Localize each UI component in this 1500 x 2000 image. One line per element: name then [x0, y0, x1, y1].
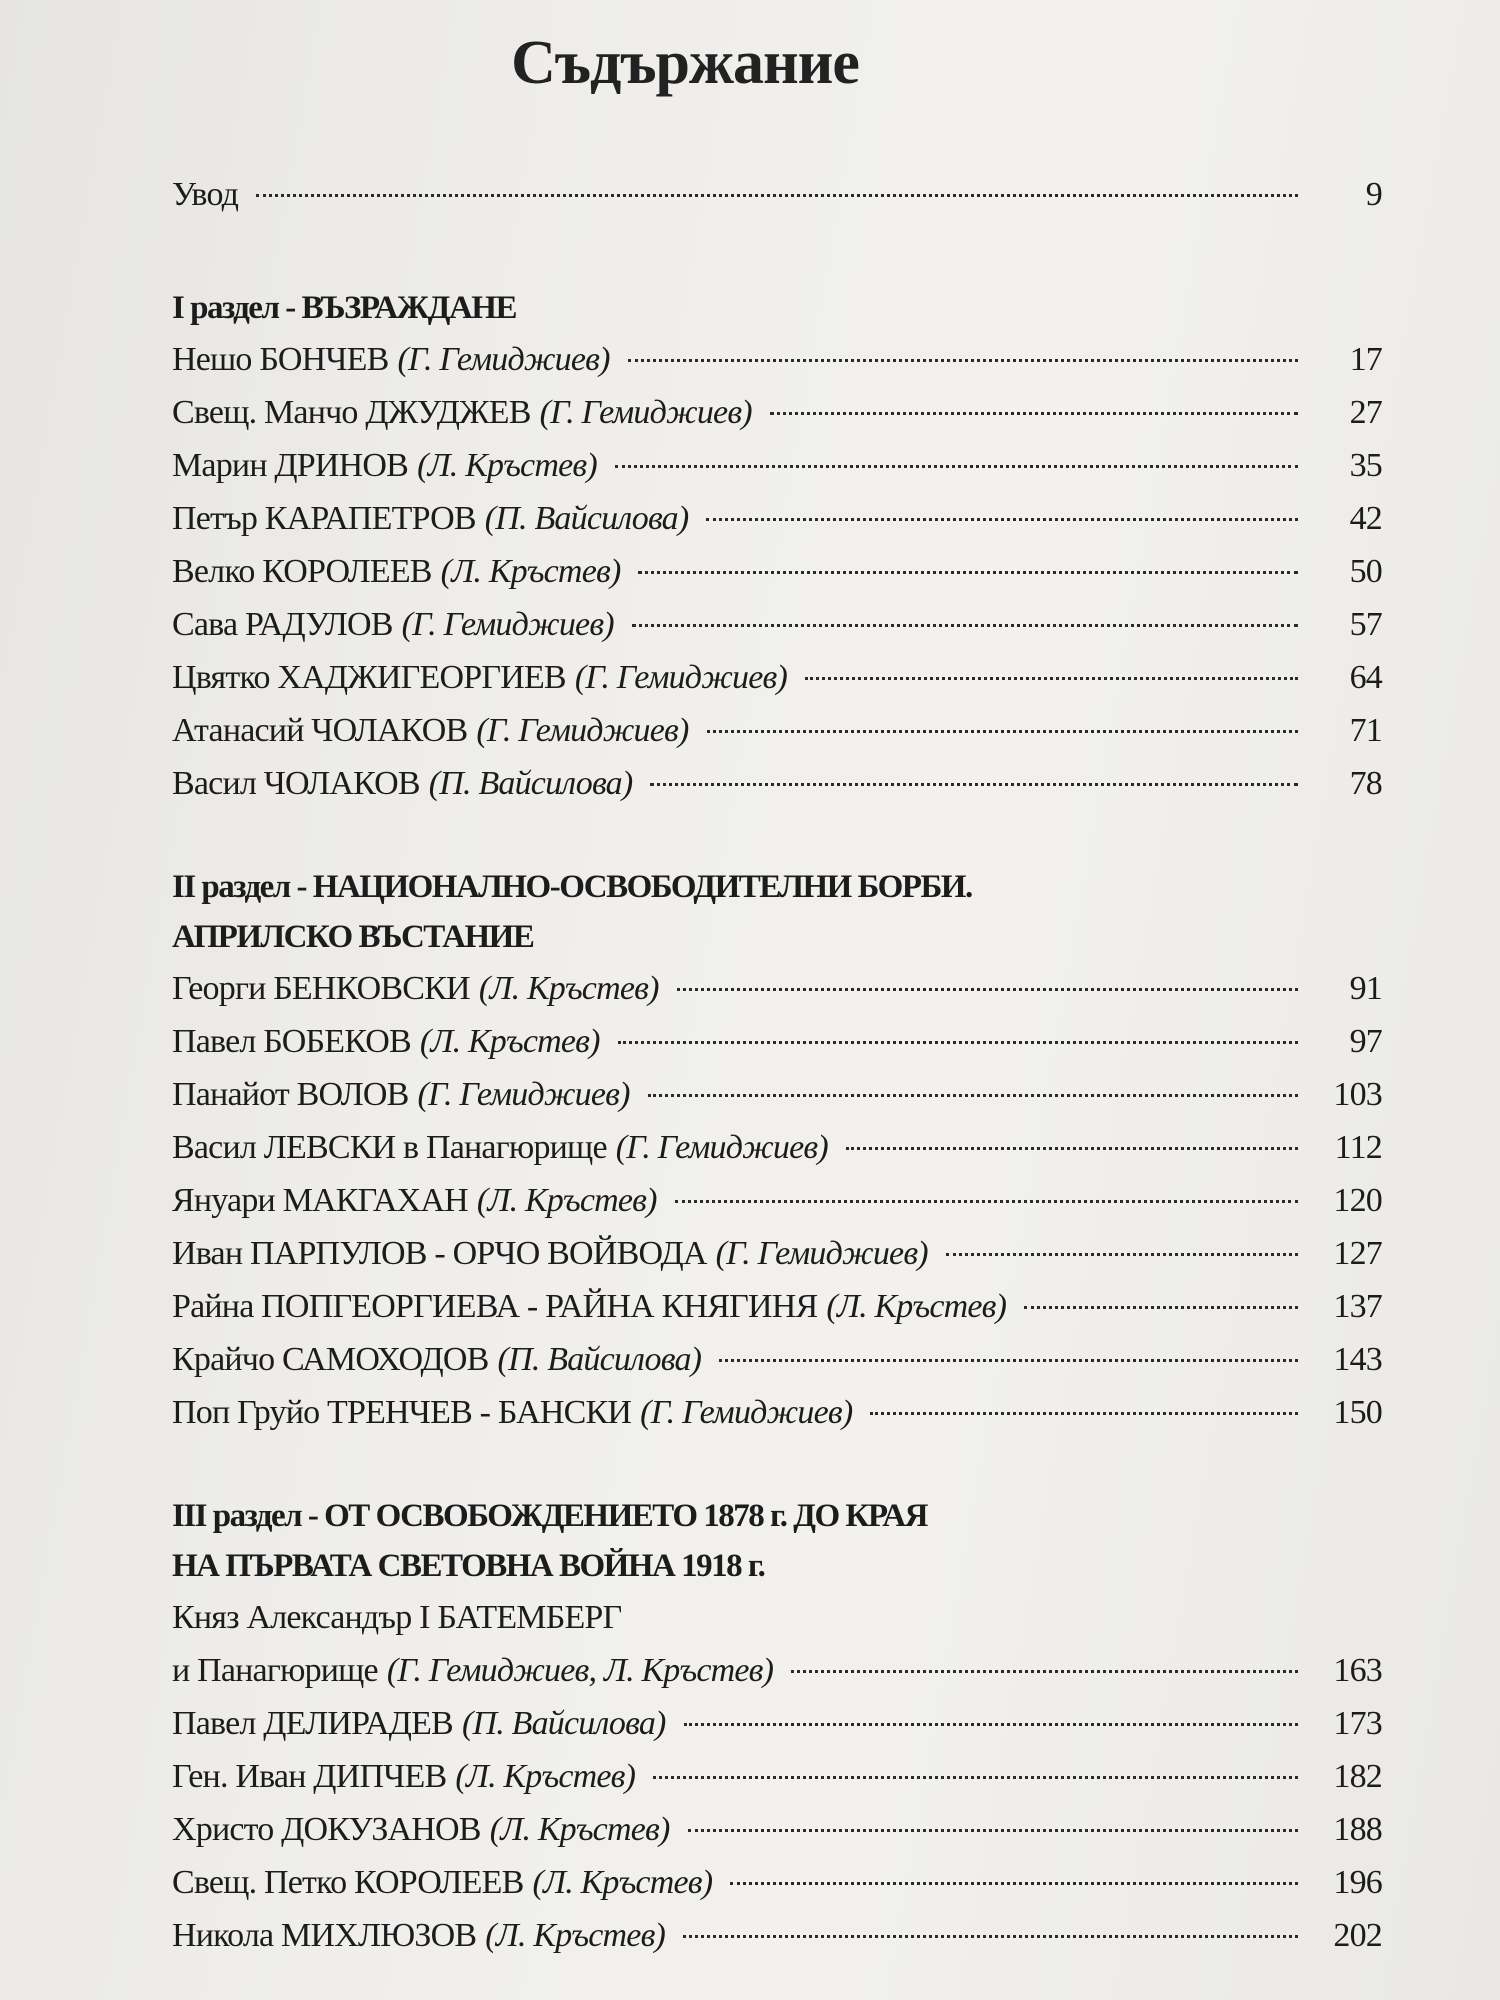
section-heading: I раздел - ВЪЗРАЖДАНЕ [172, 290, 516, 326]
entry-author: (Л. Кръстев) [485, 1917, 666, 1954]
entry-author: (П. Вайсилова) [484, 500, 689, 537]
leader-dots [648, 1094, 1298, 1097]
leader-dots [650, 783, 1298, 786]
entry-page-number: 120 [1333, 1182, 1382, 1219]
leader-dots [688, 1829, 1299, 1832]
leader-dots [946, 1253, 1298, 1256]
leader-dots [706, 518, 1298, 521]
toc-entry[interactable] [172, 1227, 1382, 1280]
entry-author: (Г. Гемиджиев) [715, 1235, 928, 1272]
section-heading: АПРИЛСКО ВЪСТАНИЕ [172, 919, 534, 955]
toc-entry[interactable] [172, 1280, 1382, 1333]
toc-entry[interactable] [172, 1697, 1382, 1750]
entry-author: (П. Вайсилова) [461, 1705, 666, 1742]
toc-entry[interactable] [172, 1333, 1382, 1386]
toc-section-2 [172, 862, 1382, 1439]
entry-author: (Л. Кръстев) [826, 1288, 1007, 1325]
entry-name: Васил ЛЕВСКИ в Панагюрище [172, 1129, 607, 1166]
leader-dots [677, 988, 1298, 991]
leader-dots [615, 465, 1298, 468]
entry-author: (Г. Гемиджиев) [615, 1129, 828, 1166]
toc-entry[interactable] [172, 492, 1382, 545]
entry-author: (Л. Кръстев) [476, 1182, 657, 1219]
entry-name: Никола МИХЛЮЗОВ [172, 1917, 477, 1954]
entry-author: (Л. Кръстев) [489, 1811, 670, 1848]
entry-author: (Г. Гемиджиев) [640, 1394, 853, 1431]
entry-page-number: 57 [1349, 606, 1382, 643]
entry-page-number: 9 [1365, 176, 1382, 213]
toc-entry[interactable] [172, 1909, 1382, 1962]
entry-page-number: 143 [1333, 1341, 1382, 1378]
leader-dots [632, 624, 1298, 627]
entry-author: (П. Вайсилова) [428, 765, 633, 802]
section-heading: III раздел - ОТ ОСВОБОЖДЕНИЕТО 1878 г. ДО КРАЯ [172, 1498, 927, 1534]
entry-author: (П. Вайсилова) [497, 1341, 702, 1378]
entry-page-number: 173 [1333, 1705, 1382, 1742]
entry-name: Свещ. Петко КОРОЛЕЕВ [172, 1864, 524, 1901]
toc-entry[interactable] [172, 704, 1382, 757]
entry-page-number: 196 [1333, 1864, 1382, 1901]
leader-dots [730, 1882, 1298, 1885]
leader-dots [791, 1670, 1298, 1673]
leader-dots [638, 571, 1298, 574]
leader-dots [1024, 1306, 1298, 1309]
entry-name: Свещ. Манчо ДЖУДЖЕВ [172, 394, 531, 431]
entry-page-number: 42 [1349, 500, 1382, 537]
entry-page-number: 27 [1349, 394, 1382, 431]
toc-entry[interactable] [172, 386, 1382, 439]
toc-entry[interactable] [172, 439, 1382, 492]
entry-name: Атанасий ЧОЛАКОВ [172, 712, 468, 749]
entry-author: (Л. Кръстев) [419, 1023, 600, 1060]
entry-name: Поп Груйо ТРЕНЧЕВ - БАНСКИ [172, 1394, 632, 1431]
entry-page-number: 182 [1333, 1758, 1382, 1795]
entry-page-number: 35 [1349, 447, 1382, 484]
section-heading: НА ПЪРВАТА СВЕТОВНА ВОЙНА 1918 г. [172, 1548, 765, 1584]
section-heading: II раздел - НАЦИОНАЛНО-ОСВОБОДИТЕЛНИ БОРБИ. [172, 869, 972, 905]
toc-entry[interactable] [172, 1121, 1382, 1174]
entry-author: (Л. Кръстев) [417, 447, 597, 484]
entry-page-number: 112 [1334, 1129, 1382, 1166]
entry-name: Януари МАКГАХАН [172, 1182, 468, 1219]
toc-entry[interactable] [172, 651, 1382, 704]
toc-entry[interactable] [172, 1174, 1382, 1227]
entry-name: Ген. Иван ДИПЧЕВ [172, 1758, 447, 1795]
entry-author: (Л. Кръстев) [455, 1758, 636, 1795]
entry-author: (Л. Кръстев) [532, 1864, 713, 1901]
leader-dots [653, 1776, 1298, 1779]
toc-entry[interactable] [172, 1644, 1382, 1697]
entry-name: Цвятко ХАДЖИГЕОРГИЕВ [172, 659, 566, 696]
entry-name: Панайот ВОЛОВ [172, 1076, 409, 1113]
entry-name-first-line: Княз Александър I БАТЕМБЕРГ [172, 1599, 622, 1636]
entry-name: Марин ДРИНОВ [172, 447, 409, 484]
entry-author: (Л. Кръстев) [478, 970, 659, 1007]
leader-dots [707, 730, 1298, 733]
entry-name: Георги БЕНКОВСКИ [172, 970, 470, 1007]
entry-author: (Г. Гемиджиев) [401, 606, 614, 643]
entry-author: (Л. Кръстев) [440, 553, 621, 590]
toc-entry[interactable] [172, 333, 1382, 386]
entry-name: Павел ДЕЛИРАДЕВ [172, 1705, 453, 1742]
entry-page-number: 103 [1333, 1076, 1382, 1113]
leader-dots [683, 1935, 1298, 1938]
entry-author: (Г. Гемиджиев) [397, 341, 610, 378]
entry-name: Крайчо САМОХОДОВ [172, 1341, 489, 1378]
toc-entry[interactable] [172, 757, 1382, 810]
entry-name: Иван ПАРПУЛОВ - ОРЧО ВОЙВОДА [172, 1235, 707, 1272]
entry-page-number: 97 [1349, 1023, 1382, 1060]
entry-name: Петър КАРАПЕТРОВ [172, 500, 476, 537]
toc-sections [172, 283, 1382, 1962]
entry-name: Христо ДОКУЗАНОВ [172, 1811, 481, 1848]
leader-dots [684, 1723, 1298, 1726]
leader-dots [770, 412, 1298, 415]
toc-entry[interactable] [172, 1015, 1382, 1068]
entry-author: (Г. Гемиджиев, Л. Кръстев) [386, 1652, 774, 1689]
toc-entry[interactable] [172, 598, 1382, 651]
entry-author: (Г. Гемиджиев) [574, 659, 787, 696]
toc-entry[interactable] [172, 1803, 1382, 1856]
entry-name: Сава РАДУЛОВ [172, 606, 393, 643]
entry-page-number: 127 [1333, 1235, 1382, 1272]
toc-entry[interactable] [172, 545, 1382, 598]
page-title: Съдържание [511, 29, 859, 97]
leader-dots [719, 1359, 1298, 1362]
entry-name: Павел БОБЕКОВ [172, 1023, 411, 1060]
toc-section-1 [172, 283, 1382, 810]
leader-dots [675, 1200, 1298, 1203]
entry-page-number: 50 [1349, 553, 1382, 590]
entry-page-number: 78 [1349, 765, 1382, 802]
entry-page-number: 202 [1333, 1917, 1382, 1954]
toc-entry-intro[interactable] [172, 168, 1382, 221]
entry-name: Велко КОРОЛЕЕВ [172, 553, 432, 590]
entry-name: Увод [172, 176, 239, 213]
leader-dots [846, 1147, 1298, 1150]
table-of-contents [172, 168, 1382, 2000]
entry-author: (Г. Гемиджиев) [476, 712, 689, 749]
entry-page-number: 17 [1349, 341, 1382, 378]
leader-dots [628, 359, 1298, 362]
toc-entry[interactable] [172, 1750, 1382, 1803]
leader-dots [256, 194, 1298, 197]
entry-name: Нешо БОНЧЕВ [172, 341, 389, 378]
toc-entry[interactable] [172, 1068, 1382, 1121]
entry-page-number: 91 [1349, 970, 1382, 1007]
entry-page-number: 64 [1349, 659, 1382, 696]
entry-page-number: 137 [1333, 1288, 1382, 1325]
toc-section-3 [172, 1491, 1382, 1962]
entry-name: Райна ПОПГЕОРГИЕВА - РАЙНА КНЯГИНЯ [172, 1288, 818, 1325]
leader-dots [618, 1041, 1298, 1044]
leader-dots [805, 677, 1298, 680]
entry-page-number: 188 [1333, 1811, 1382, 1848]
entry-name: и Панагюрище [172, 1652, 378, 1689]
toc-entry[interactable] [172, 1386, 1382, 1439]
entry-page-number: 150 [1333, 1394, 1382, 1431]
toc-entry[interactable] [172, 962, 1382, 1015]
toc-entry[interactable] [172, 1856, 1382, 1909]
leader-dots [870, 1412, 1298, 1415]
entry-name: Васил ЧОЛАКОВ [172, 765, 420, 802]
entry-author: (Г. Гемиджиев) [539, 394, 752, 431]
entry-page-number: 163 [1333, 1652, 1382, 1689]
entry-author: (Г. Гемиджиев) [417, 1076, 630, 1113]
entry-page-number: 71 [1349, 712, 1382, 749]
